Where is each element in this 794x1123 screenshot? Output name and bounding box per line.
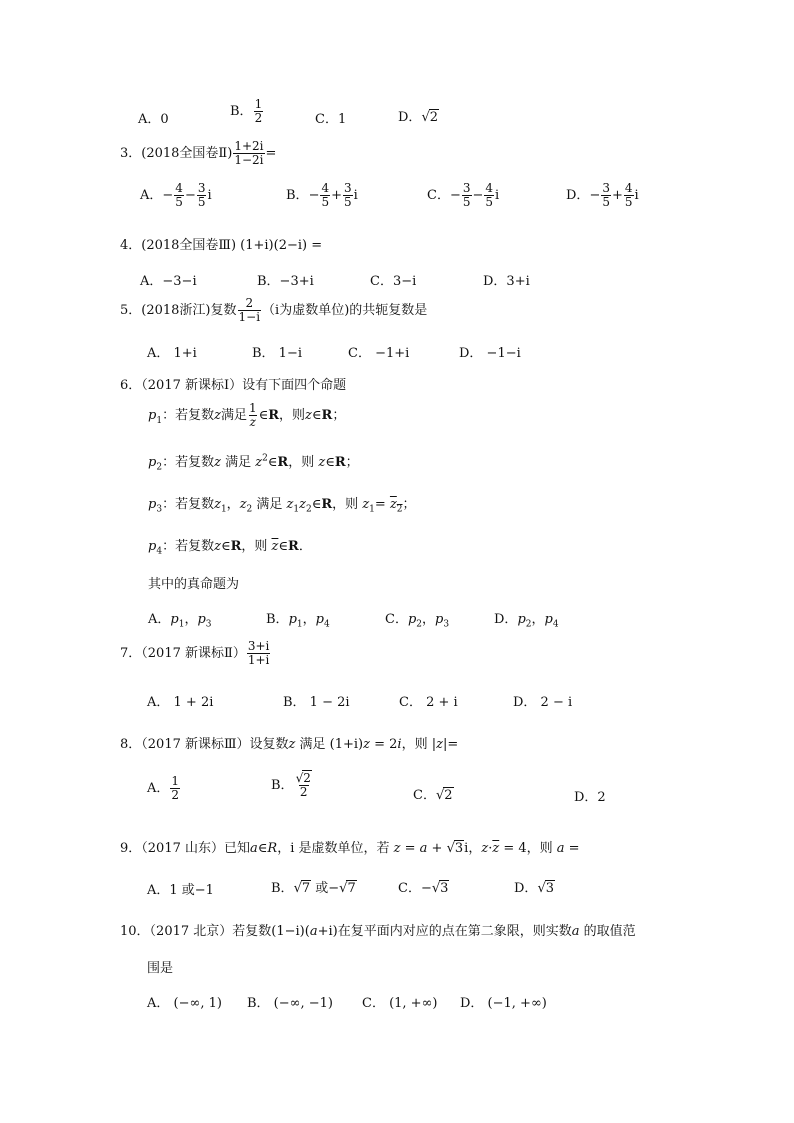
q9-option-a: A．1 或−1: [147, 883, 214, 898]
q9-option-d: D．√3: [514, 881, 555, 896]
q7-stem: 7．（2017 新课标Ⅱ） $\frac{3+i}{1+i}$: [120, 639, 270, 668]
q3-stem: 3．(2018全国卷Ⅱ) $\frac{1+2i}{1-2i}$ =: [120, 139, 277, 168]
q3-option-a: A．− $\frac{4}{5}$ − $\frac{3}{5}$ i: [140, 181, 212, 210]
q7-option-c: C． 2 + i: [399, 695, 458, 710]
q10-option-d: D． (−1, +∞): [460, 996, 547, 1011]
q10-option-c: C． (1, +∞): [362, 996, 438, 1011]
q4-option-c: C．3−i: [370, 274, 417, 289]
q10-option-b: B． (−∞, −1): [247, 996, 333, 1011]
q6-option-c: C．$p_2$，$p_3$: [385, 612, 450, 630]
q6-proposition-p3: $p_3$：若复数$z_1$，$z_2$ 满足 $z_1z_2\in R$，则 $z_1= z_2$；: [148, 497, 416, 515]
q8-stem: 8．（2017 新课标Ⅲ）设复数z 满足 (1+i)z = 2i，则 |z|=: [120, 737, 459, 752]
q6-stem: 6．（2017 新课标Ⅰ）设有下面四个命题: [120, 378, 347, 393]
q10-stem-continued: 围是: [147, 961, 174, 976]
q6-proposition-p2: $p_2$：若复数z 满足 $z^2\in R$，则 z∈R；: [148, 453, 359, 473]
q2-option-b: B． $\frac{1}{2}$: [230, 97, 263, 126]
q5-option-d: D． −1−i: [459, 346, 521, 361]
q2-option-c: C．1: [315, 112, 347, 127]
q7-option-a: A． 1 + 2i: [147, 695, 214, 710]
q5-stem: 5．(2018浙江)复数 $\frac{2}{1-i}$ （i为虚数单位)的共轭复数是: [120, 296, 428, 325]
q3-option-b: B．− $\frac{4}{5}$ + $\frac{3}{5}$ i: [286, 181, 358, 210]
q6-option-d: D．$p_2$，$p_4$: [494, 612, 559, 630]
q3-option-d: D．− $\frac{3}{5}$ + $\frac{4}{5}$ i: [566, 181, 639, 210]
q6-proposition-p4: $p_4$：若复数z∈R，则 $\overline{z}\in R$．: [148, 539, 312, 557]
q8-option-d: D．2: [574, 790, 606, 805]
q9-option-c: C．−√3: [398, 881, 449, 896]
q4-option-d: D．3+i: [483, 274, 530, 289]
q7-option-d: D． 2 − i: [513, 695, 573, 710]
q5-option-b: B． 1−i: [252, 346, 303, 361]
q6-summary: 其中的真命题为: [148, 577, 240, 592]
q6-option-a: A．$p_1$，$p_3$: [148, 612, 212, 630]
q5-option-c: C． −1+i: [348, 346, 410, 361]
q10-option-a: A． (−∞, 1): [147, 996, 222, 1011]
q6-proposition-p1: $p_1$：若复数z满足 $\frac{1}{z}$ ∈R，则z∈R；: [148, 401, 346, 430]
q8-option-c: C．√2: [413, 788, 453, 803]
q6-option-b: B．$p_1$，$p_4$: [266, 612, 330, 630]
q9-option-b: B．√7 或−√7: [271, 881, 356, 896]
q8-option-b: B． $\frac{√2}{2}$: [271, 771, 311, 800]
q3-option-c: C．− $\frac{3}{5}$ − $\frac{4}{5}$ i: [427, 181, 500, 210]
q2-option-d: D．√2: [398, 110, 439, 125]
q4-stem: 4．(2018全国卷Ⅲ) (1+i)(2−i) =: [120, 238, 323, 253]
q2-option-a: A．0: [138, 112, 169, 127]
q10-stem: 10．（2017 北京）若复数(1−i)(a+i)在复平面内对应的点在第二象限，则实数a 的取值范: [120, 924, 636, 939]
q4-option-b: B．−3+i: [257, 274, 314, 289]
q8-option-a: A． $\frac{1}{2}$: [147, 774, 180, 803]
q7-option-b: B． 1 − 2i: [283, 695, 350, 710]
q5-option-a: A． 1+i: [147, 346, 197, 361]
q9-stem: 9．（2017 山东）已知a∈R，i 是虚数单位，若 z = a + √3i，$z\cdot\overline{z} = 4$，则 a =: [120, 841, 580, 856]
q4-option-a: A．−3−i: [140, 274, 197, 289]
